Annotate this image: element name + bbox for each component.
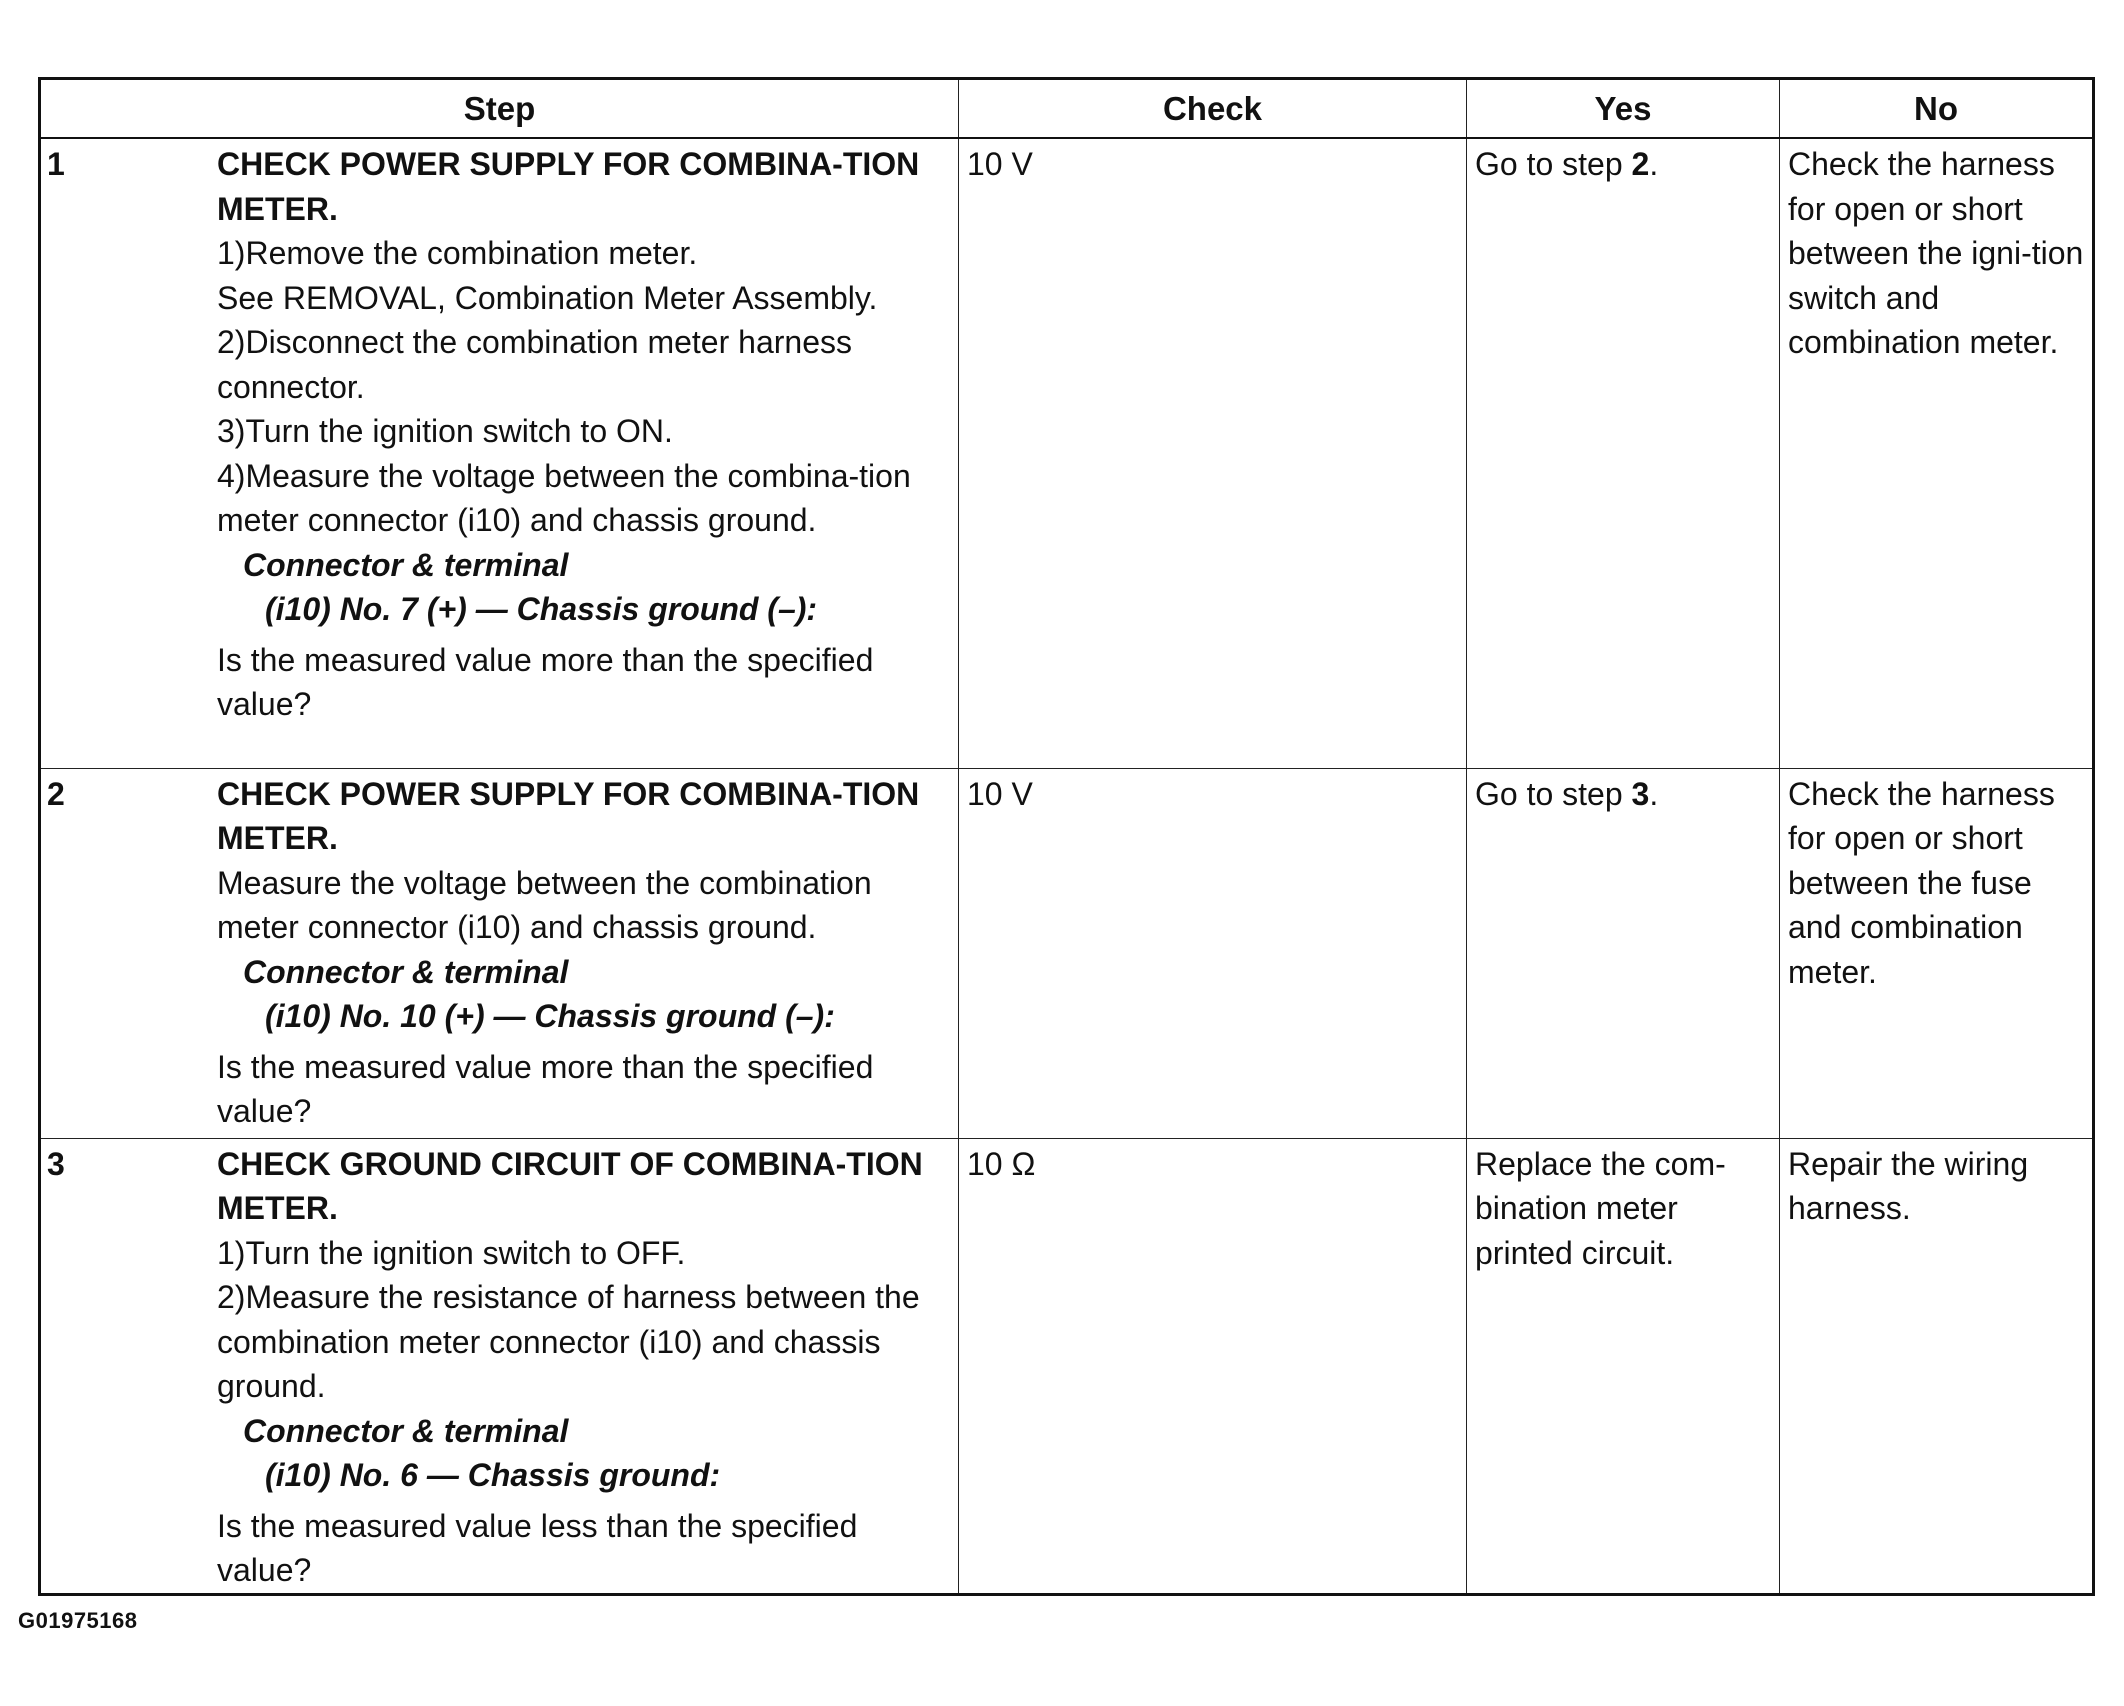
yes-cell — [1467, 768, 1780, 1138]
step-number: 3 — [47, 1145, 65, 1182]
table-row — [40, 138, 2094, 768]
step-number: 1 — [47, 146, 65, 182]
yes-value: Go to step 3. — [1475, 775, 1659, 812]
step-line: See REMOVAL, Combination Meter Assembly. — [217, 279, 878, 316]
check-cell — [959, 768, 1467, 1138]
check-value: 10 V — [967, 146, 1033, 182]
step-line: 3)Turn the ignition switch to ON. — [217, 413, 673, 449]
yes-cell — [1467, 138, 1780, 768]
check-cell — [959, 1138, 1467, 1594]
step-question: Is the measured value more than the specified value? — [217, 1048, 874, 1129]
step-question: Is the measured value less than the specified value? — [217, 1507, 858, 1588]
no-cell — [1780, 138, 2094, 768]
check-value: 10 Ω — [967, 1145, 1036, 1182]
step-line: Measure the voltage between the combination meter connector (i10) and chassis ground. — [217, 864, 872, 945]
no-value: Check the harness for open or short between the igni-tion switch and combination meter. — [1788, 146, 2084, 360]
table-row — [40, 1138, 2094, 1594]
check-value: 10 V — [967, 775, 1033, 812]
no-cell — [1780, 1138, 2094, 1594]
step-number: 2 — [47, 775, 65, 812]
no-value: Repair the wiring harness. — [1788, 1145, 2029, 1226]
header-row — [40, 79, 2094, 139]
step-title: CHECK POWER SUPPLY FOR COMBINA-TION METER. — [217, 146, 920, 227]
step-line: 1)Remove the combination meter. — [217, 235, 698, 271]
step-cell — [40, 768, 959, 1138]
step-line: 1)Turn the ignition switch to OFF. — [217, 1234, 686, 1271]
header-yes: Yes — [1467, 79, 1780, 139]
connector-detail: (i10) No. 6 — Chassis ground: — [265, 1457, 721, 1493]
diagnostic-table — [38, 77, 2095, 1596]
connector-detail: (i10) No. 7 (+) — Chassis ground (–): — [265, 591, 818, 627]
figure-code: G01975168 — [18, 1608, 138, 1633]
connector-label: Connector & terminal — [243, 546, 569, 583]
step-cell — [40, 138, 959, 768]
step-cell — [40, 1138, 959, 1594]
connector-label: Connector & terminal — [243, 953, 569, 990]
step-question: Is the measured value more than the specified value? — [217, 641, 874, 722]
yes-value: Replace the com-bination meter printed circuit. — [1475, 1145, 1726, 1271]
step-line: 2)Disconnect the combination meter harness connector. — [217, 324, 852, 405]
header-check: Check — [959, 79, 1467, 139]
connector-label: Connector & terminal — [243, 1412, 569, 1449]
no-value: Check the harness for open or short between the fuse and combination meter. — [1788, 775, 2055, 990]
header-no: No — [1780, 79, 2094, 139]
step-line: 4)Measure the voltage between the combina-tion meter connector (i10) and chassis ground. — [217, 457, 911, 538]
step-title: CHECK POWER SUPPLY FOR COMBINA-TION METER. — [217, 775, 920, 856]
step-line: 2)Measure the resistance of harness between the combination meter connector (i10) and chassis ground. — [217, 1279, 920, 1404]
header-step: Step — [40, 79, 959, 139]
no-cell — [1780, 768, 2094, 1138]
yes-cell — [1467, 1138, 1780, 1594]
check-cell — [959, 138, 1467, 768]
table-row — [40, 768, 2094, 1138]
connector-detail: (i10) No. 10 (+) — Chassis ground (–): — [265, 998, 835, 1034]
yes-value: Go to step 2. — [1475, 146, 1659, 182]
step-title: CHECK GROUND CIRCUIT OF COMBINA-TION METER. — [217, 1145, 923, 1226]
